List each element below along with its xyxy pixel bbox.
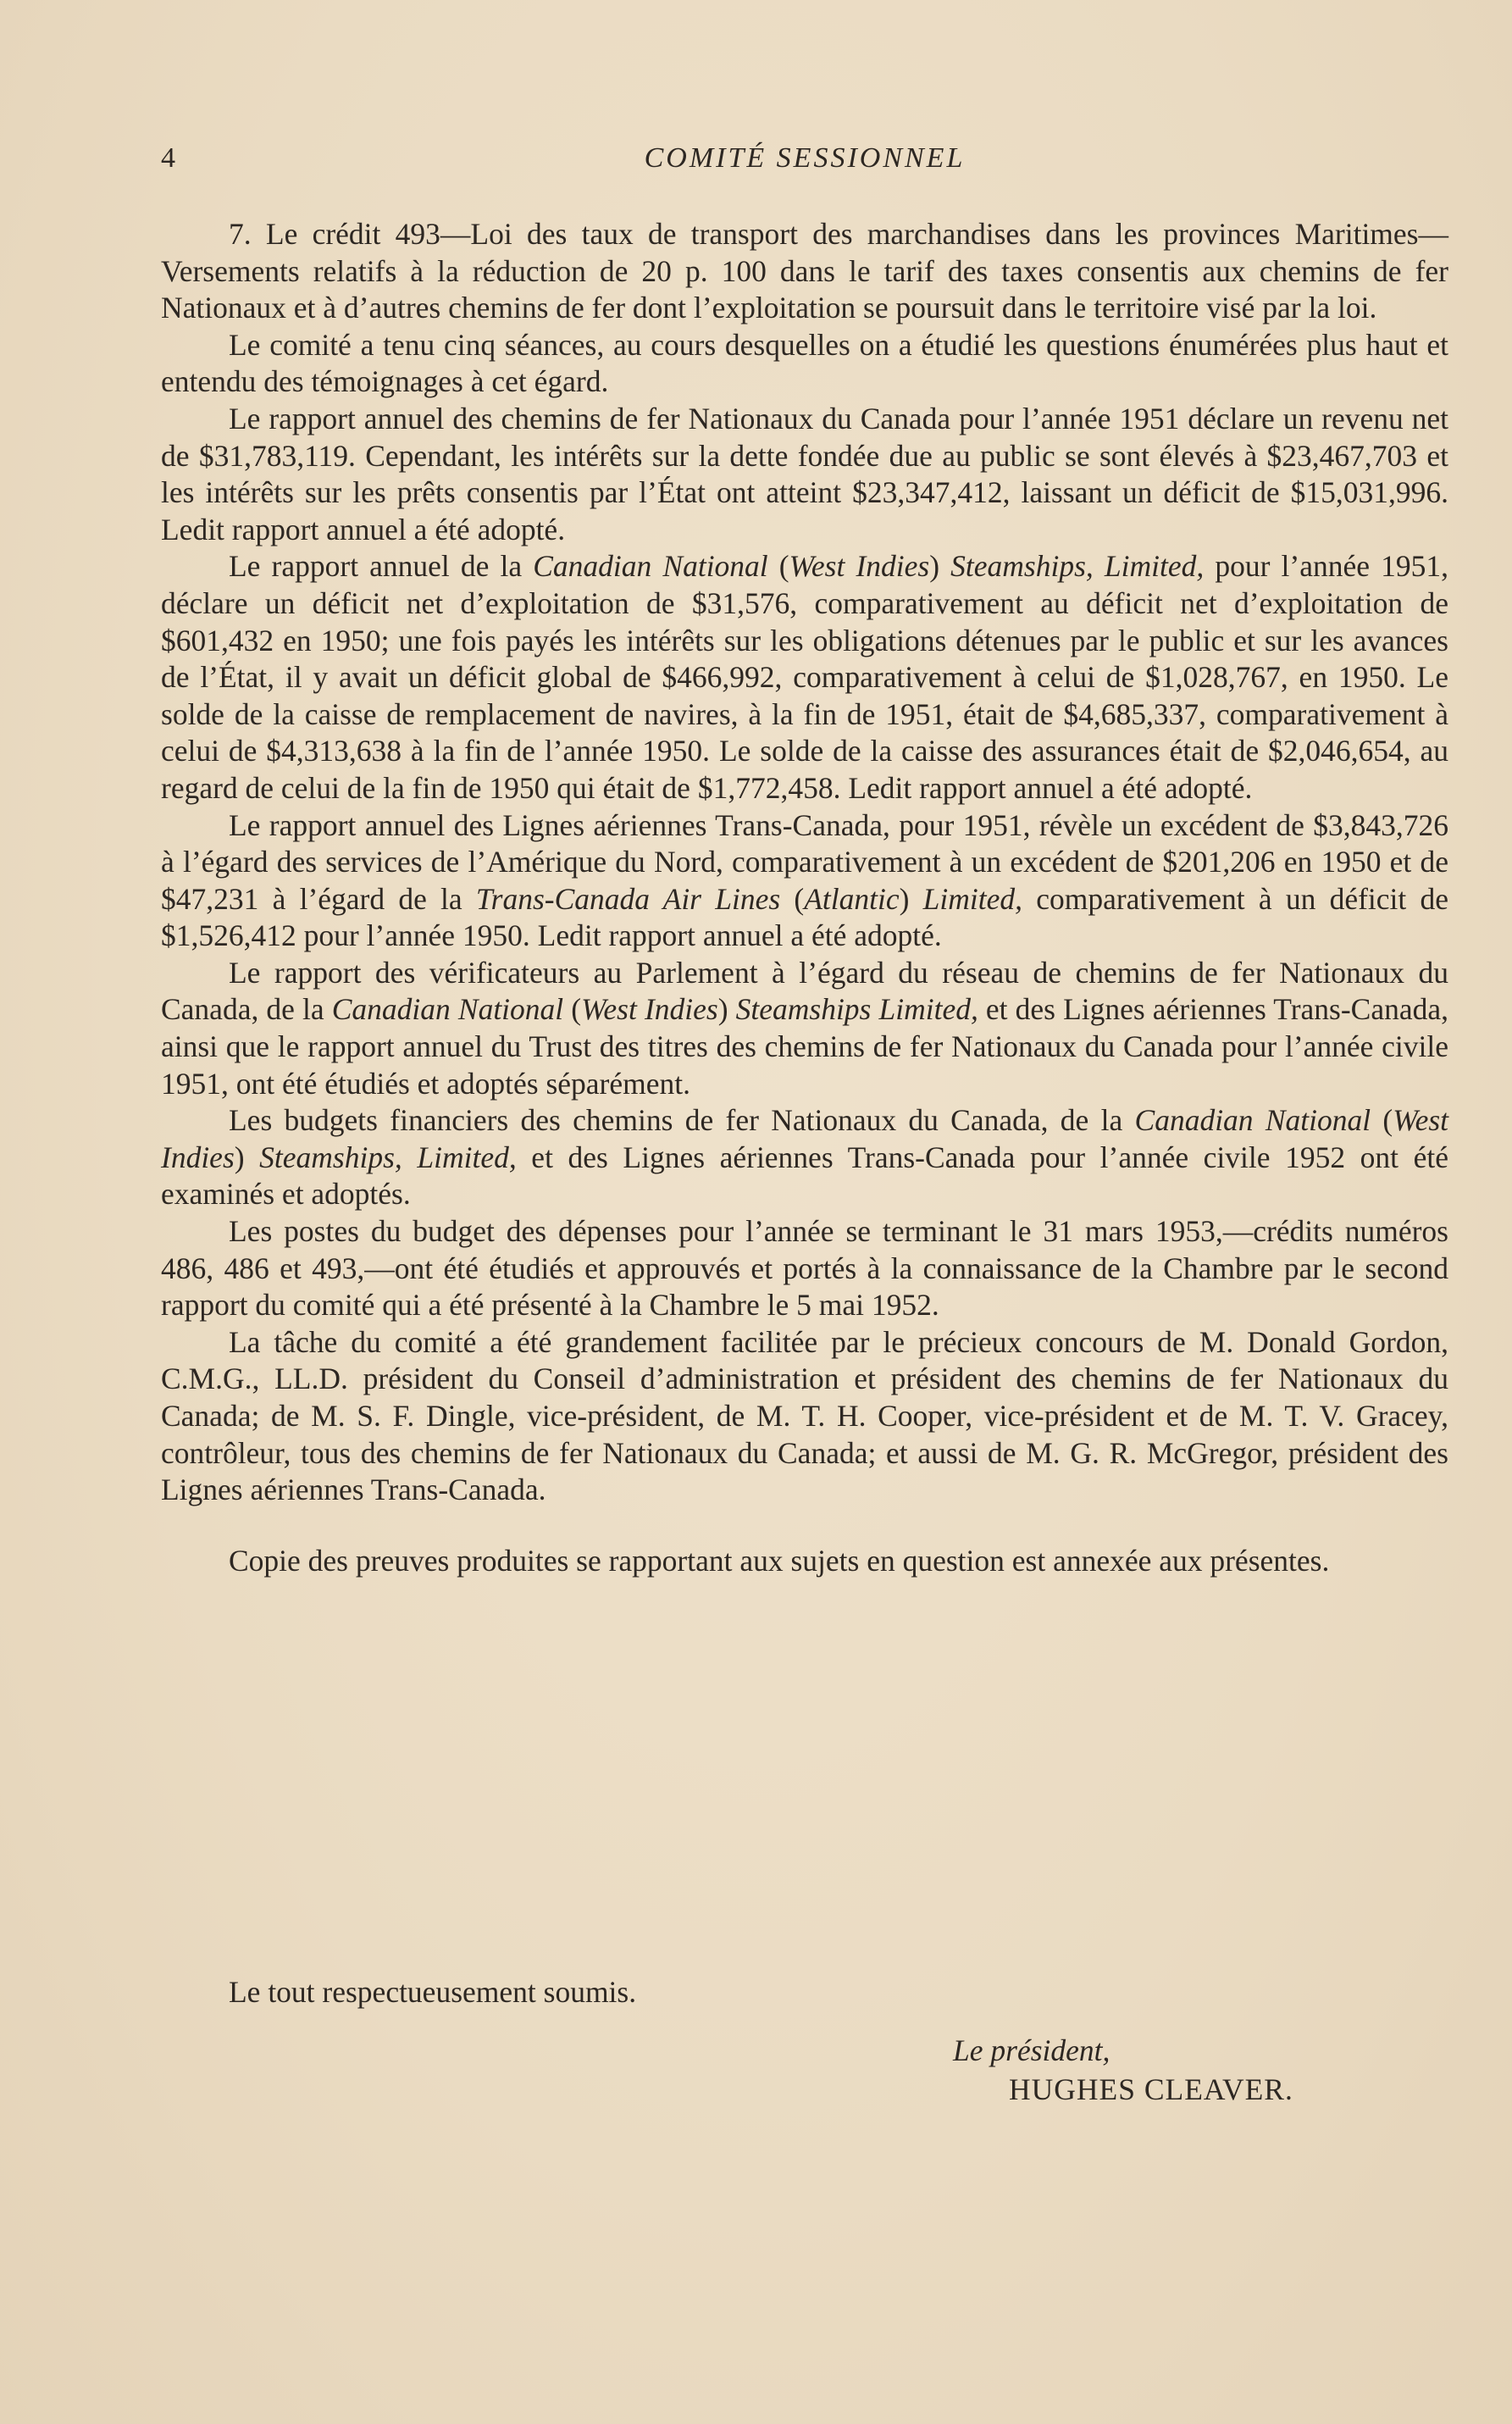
paragraph-text: Le rapport annuel des chemins de fer Nationaux du Canada pour l’année 1951 déclare un revenu net de $31,783,119. Cependant, les intérêts sur la dette fondée due au public se sont élevés à $23,467,703 et les intérêts sur les prêts consentis par l’État ont atteint $23,347,412, laissant un déficit de $15,031,996. Ledit rapport annuel a été adopté. [161, 401, 1448, 546]
paragraph-text: 7. Le crédit 493—Loi des taux de transport des marchandises dans les provinces Maritimes—Versements relatifs à la réduction de 20 p. 100 dans le tarif des taxes consentis aux chemins de fer Nationaux et à d’autres chemins de fer dont l’exploitation se poursuit dans le territoire visé par la loi. [161, 217, 1448, 325]
paragraph-text: Le rapport des vérificateurs au Parlement à l’égard du réseau de chemins de fer Nationaux du Canada, de la [161, 955, 1448, 1027]
italic-text: Trans-Canada Air Lines [475, 881, 781, 916]
page-number: 4 [161, 142, 176, 174]
body-paragraph [161, 548, 1448, 807]
italic-text: West Indies [581, 992, 718, 1027]
paragraph-text: ) [929, 549, 951, 584]
paragraph-text: ( [563, 992, 582, 1027]
closing-statement: Le tout respectueusement soumis. [229, 1975, 637, 2009]
paragraph-text: et des Lignes aériennes Trans-Canada, ainsi que le rapport annuel du Trust des titres des chemins de fer Nationaux du Canada pour l’année civile 1951, ont été étudiés et adoptés séparément. [161, 992, 1448, 1101]
signature-title: Le président, [953, 2033, 1110, 2067]
running-head: COMITÉ SESSIONNEL [644, 142, 966, 174]
body-paragraph [161, 1213, 1448, 1324]
paragraph-text: Les postes du budget des dépenses pour l’année se terminant le 31 mars 1953,—crédits numéros 486, 486 et 493,—ont été étudiés et approuvés et portés à la connaissance de la Chambre par le second rapport du comité qui a été présenté à la Chambre le 5 mai 1952. [161, 1214, 1448, 1323]
paragraph-text: comparativement à un déficit de $1,526,412 pour l’année 1950. Ledit rapport annuel a été adopté. [161, 881, 1448, 953]
italic-text: West Indies [161, 1103, 1448, 1174]
paragraph-text: Copie des preuves produites se rapportant aux sujets en question est annexée aux présentes. [229, 1543, 1330, 1578]
paragraph-text: La tâche du comité a été grandement facilitée par le précieux concours de M. Donald Gordon, C.M.G., LL.D. président du Conseil d’administration et président des chemins de fer Nationaux du Canada; de M. S. F. Dingle, vice-président, de M. T. H. Cooper, vice-président et de M. T. V. Gracey, contrôleur, tous des chemins de fer Nationaux du Canada; et aussi de M. G. R. McGregor, président des Lignes aériennes Trans-Canada. [161, 1324, 1448, 1507]
signature-block [953, 2031, 1293, 2109]
body-paragraph [161, 327, 1448, 401]
paragraph-text: Le rapport annuel des Lignes aériennes Trans-Canada, pour 1951, révèle un excédent de $3,843,726 à l’égard des services de l’Amérique du Nord, comparativement à un excédent de $201,206 en 1950 et de $47,231 à l’égard de la [161, 807, 1448, 916]
italic-text: Canadian National [331, 992, 564, 1027]
signature-name: HUGHES CLEAVER. [1009, 2072, 1293, 2106]
page-header [161, 142, 1448, 185]
paragraph-text: ( [767, 549, 789, 584]
paragraph-text: pour l’année 1951, déclare un déficit net d’exploitation de $31,576, comparativement au déficit net d’exploitation de $601,432 en 1950; une fois payés les intérêts sur les obligations détenues par le public et sur les avances de l’État, il y avait un déficit global de $466,992, comparativement à celui de $1,028,767, en 1950. Le solde de la caisse de remplacement de navires, à la fin de 1951, était de $4,685,337, comparativement à celui de $4,313,638 à la fin de l’année 1950. Le solde de la caisse des assurances était de $2,046,654, au regard de celui de la fin de 1950 qui était de $1,772,458. Ledit rapport annuel a été adopté. [161, 549, 1448, 805]
paragraph-text: Le comité a tenu cinq séances, au cours desquelles on a étudié les questions énumérées plus haut et entendu des témoignages à cet égard. [161, 327, 1448, 399]
paragraph-text: ) [717, 992, 736, 1027]
italic-text: Steamships, Limited, [259, 1140, 517, 1174]
italic-text: Canadian National [1134, 1103, 1371, 1138]
italic-text: Limited, [922, 881, 1023, 916]
body-paragraph [161, 807, 1448, 955]
body-paragraph [161, 1102, 1448, 1213]
body-paragraph [161, 955, 1448, 1102]
paragraph-text: ( [1371, 1103, 1393, 1138]
body-paragraph [161, 1543, 1448, 1580]
body-paragraph [161, 1324, 1448, 1509]
italic-text: Canadian National [533, 549, 768, 584]
body-paragraph [161, 216, 1448, 327]
italic-text: West Indies [789, 549, 930, 584]
italic-text: Steamships, Limited, [950, 549, 1205, 584]
paragraph-text: ) [899, 881, 923, 916]
paragraph-text: ) [234, 1140, 260, 1174]
paragraph-text: et des Lignes aériennes Trans-Canada pour l’année civile 1952 ont été examinés et adoptés. [161, 1140, 1448, 1212]
paragraph-text: Le rapport annuel de la [229, 549, 534, 584]
italic-text: Steamships Limited, [735, 992, 978, 1027]
paragraph-text: ( [780, 881, 805, 916]
report-body [161, 216, 1448, 1579]
body-paragraph [161, 401, 1448, 548]
italic-text: Atlantic [804, 881, 900, 916]
paragraph-text: Les budgets financiers des chemins de fer Nationaux du Canada, de la [229, 1103, 1135, 1138]
